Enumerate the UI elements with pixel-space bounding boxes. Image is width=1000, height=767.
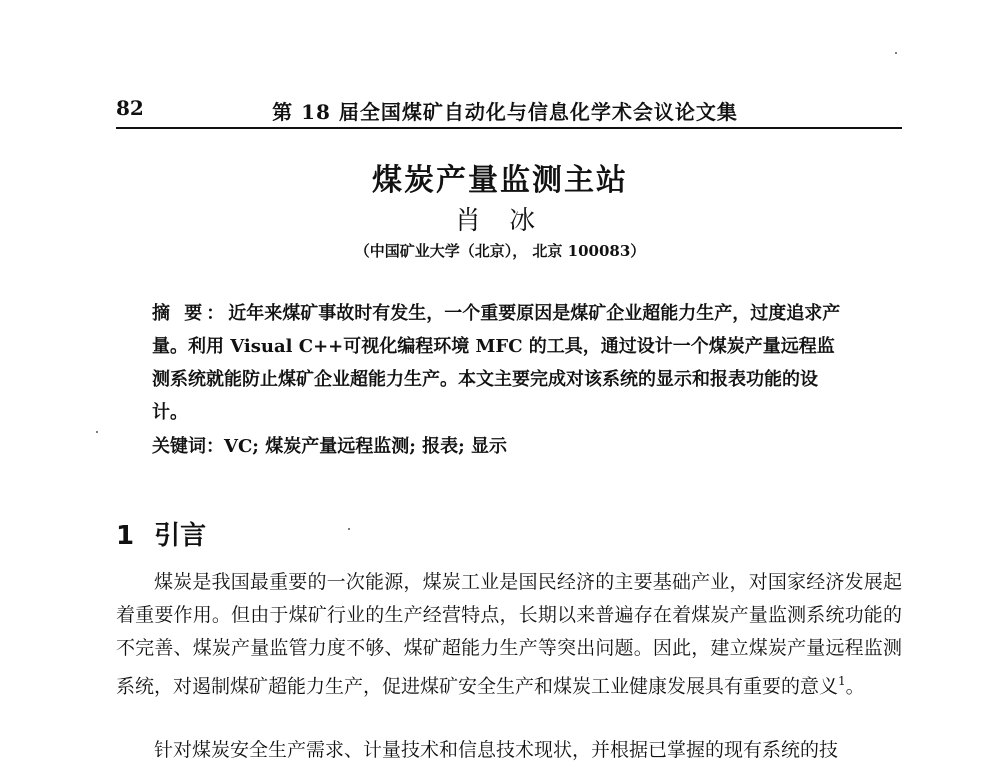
reference-superscript: 1 — [838, 674, 846, 688]
running-title: 第 18 届全国煤矿自动化与信息化学术会议论文集 — [272, 100, 738, 124]
header-rule — [116, 127, 902, 129]
author-name: 肖 冰 — [454, 206, 546, 236]
section-heading — [116, 515, 206, 552]
section-number: 1 — [116, 521, 135, 551]
paragraph-end: 。 — [845, 675, 865, 698]
body-paragraph-1 — [116, 566, 902, 703]
abstract — [152, 297, 852, 429]
section-title: 引言 — [154, 521, 207, 551]
abstract-text: 近年来煤矿事故时有发生，一个重要原因是煤矿企业超能力生产，过度追求产量。利用 Visual C++可视化编程环境 MFC 的工具，通过设计一个煤炭产量远程监测系统就能防止煤矿企业超能力生产。本文主要完成对该系统的显示和报表功能的设计。 — [152, 303, 841, 423]
keywords — [152, 432, 852, 458]
paper-title: 煤炭产量监测主站 — [372, 163, 628, 198]
keywords-text: VC; 煤炭产量远程监测; 报表; 显示 — [224, 436, 508, 457]
author-affiliation: （中国矿业大学（北京）， 北京 100083） — [354, 242, 646, 260]
scan-speck — [348, 528, 350, 530]
abstract-label: 摘 要： — [152, 303, 229, 324]
scan-speck — [895, 52, 897, 54]
body-paragraph-2: 针对煤炭安全生产需求、计量技术和信息技术现状，并根据已掌握的现有系统的技 — [154, 739, 839, 761]
page-number: 82 — [116, 96, 144, 120]
keywords-label: 关键词： — [152, 436, 224, 457]
scan-speck — [96, 431, 98, 433]
paragraph-text: 煤炭是我国最重要的一次能源，煤炭工业是国民经济的主要基础产业，对国家经济发展起着重要作用。但由于煤矿行业的生产经营特点，长期以来普遍存在着煤炭产量监测系统功能的不完善、煤炭产量监管力度不够、煤矿超能力生产等突出问题。因此，建立煤炭产量远程监测系统，对遏制煤矿超能力生产，促进煤矿安全生产和煤炭工业健康发展具有重要的意义 — [116, 571, 902, 698]
